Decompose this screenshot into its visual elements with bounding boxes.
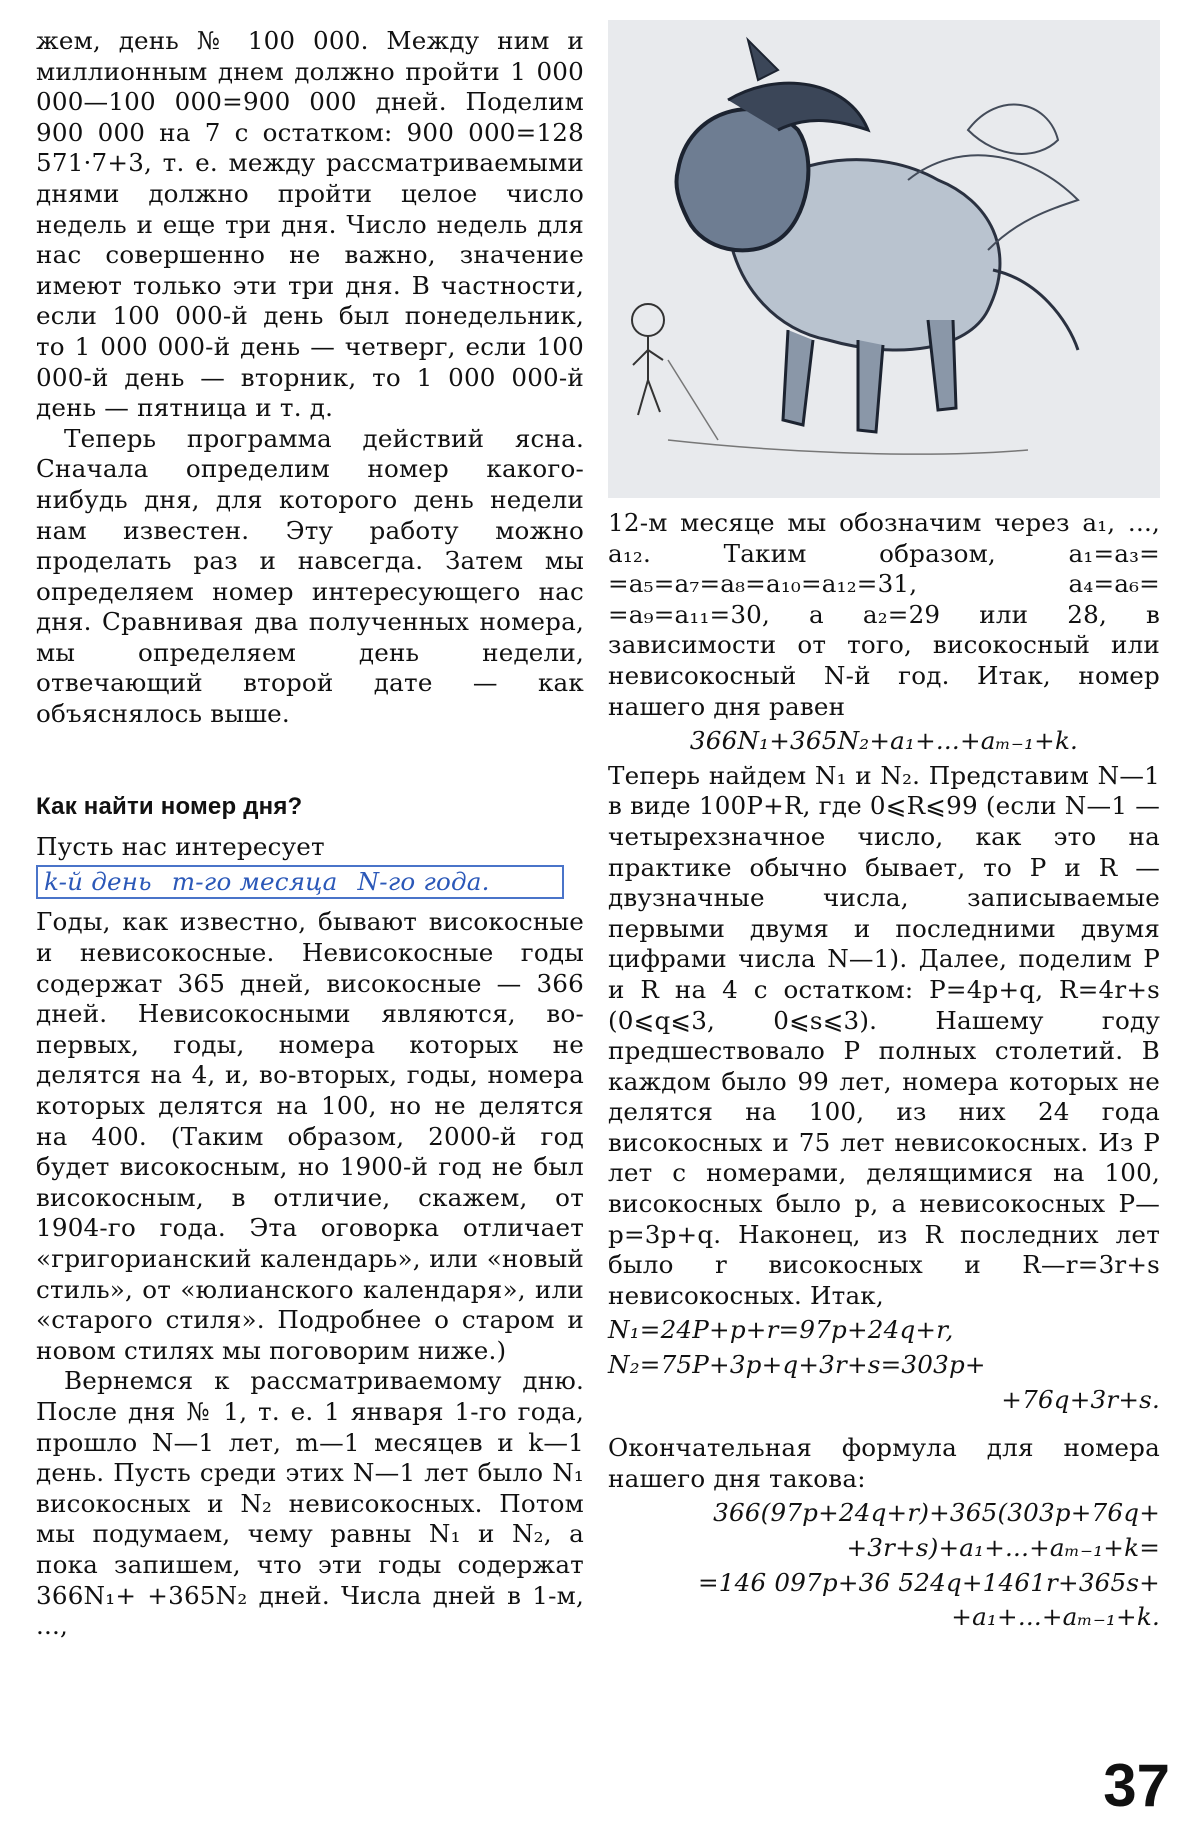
- formula-day-number: 366N₁+365N₂+a₁+...+aₘ₋₁+k.: [689, 726, 1079, 756]
- formula-n1: N₁=24P+p+r=97p+24q+r,: [608, 1315, 954, 1345]
- left-paragraph-5: Вернемся к рассматриваемому дню. После дня № 1, т. е. 1 января 1-го года, прошло N—1 лет, m—1 месяцев и k—1 день. Пусть среди этих N—1 лет было N₁ високосных и N₂ невисокосных. Потом мы подумаем, чему равны N₁ и N₂, а пока запишем, что эти годы содержат 366N₁+ +365N₂ дней. Числа дней в 1-м, ...,: [36, 1366, 584, 1641]
- right-column: [608, 508, 1160, 1637]
- formula-n2-line1: N₂=75P+3p+q+3r+s=303p+: [608, 1350, 986, 1380]
- horse-sketch-icon: [608, 20, 1160, 498]
- page-number: 37: [1103, 1752, 1170, 1819]
- section-heading: Как найти номер дня?: [36, 792, 303, 820]
- box-m-term: m-го месяца: [171, 866, 338, 896]
- right-paragraph-1: 12-м месяце мы обозначим через a₁, ..., a₁₂. Таким образом, a₁=a₃= =a₅=a₇=a₈=a₁₀=a₁₂=31, a₄=a₆= =a₉=a₁₁=30, а a₂=29 или 28, в зависимости от того, високосный или невисокосный N-й год. Итак, номер нашего дня равен: [608, 508, 1160, 721]
- left-paragraph-4: Годы, как известно, бывают високосные и невисокосные. Невисокосные годы содержат 365 дней, високосные — 366 дней. Невисокосными являются, во-первых, годы, номера которых не делятся на 4, и, во-вторых, годы, номера которых делятся на 100, но не делятся на 400. (Таким образом, 2000-й год будет високосным, но 1900-й год не был високосным, в отличие, скажем, от 1904-го года. Эта оговорка отличает «григорианский календарь», или «новый стиль», от «юлианского календаря», или «старого стиля». Подробнее о старом и новом стилях мы поговорим ниже.): [36, 907, 584, 1365]
- formula-n2-line2: +76q+3r+s.: [1001, 1384, 1160, 1414]
- final-formula-line3: =146 097p+36 524q+1461r+365s+: [698, 1567, 1160, 1597]
- highlighted-definition-box: [36, 865, 564, 900]
- box-n-term: N-го года.: [357, 866, 490, 896]
- right-paragraph-3: Окончательная формула для номера нашего дня такова:: [608, 1433, 1160, 1493]
- left-paragraph-1: жем, день № 100 000. Между ним и миллионным днем должно пройти 1 000 000—100 000=900 000 дней. Поделим 900 000 на 7 с остатком: 900 000=128 571·7+3, т. е. между рассматриваемыми днями должно пройти целое число недель и еще три дня. Число недель для нас совершенно не важно, значение имеют только эти три дня. В частности, если 100 000-й день был понедельник, то 1 000 000-й день — четверг, если 100 000-й день — вторник, то 1 000 000-й день — пятница и т. д.: [36, 26, 584, 423]
- box-k-term: k-й день: [44, 866, 152, 896]
- right-paragraph-2: Теперь найдем N₁ и N₂. Представим N—1 в виде 100P+R, где 0⩽R⩽99 (если N—1 — четырехзначное число, как это на практике обычно бывает, то P и R — двузначные числа, записываемые первыми двумя и последними двумя цифрами числа N—1). Далее, поделим P и R на 4 с остатком: P=4p+q, R=4r+s (0⩽q⩽3, 0⩽s⩽3). Нашему году предшествовало P полных столетий. В каждом было 99 лет, номера которых не делятся на 100, из них 24 года високосных и 75 лет невисокосных. Из P лет с номерами, делящимися на 100, високосных было p, а невисокосных P—p=3p+q. Наконец, из R последних лет было r високосных и R—r=3r+s невисокосных. Итак,: [608, 760, 1160, 1310]
- illustration-horse-drawing: [608, 20, 1160, 498]
- final-formula-line1: 366(97p+24q+r)+365(303p+76q+: [713, 1498, 1160, 1528]
- left-paragraph-3: Пусть нас интересует: [36, 832, 325, 862]
- left-paragraph-2: Теперь программа действий ясна. Сначала определим номер какого-нибудь дня, для которого день недели нам известен. Эту работу можно проделать раз и навсегда. Затем мы определяем номер интересующего нас дня. Сравнивая два полученных номера, мы определяем день недели, отвечающий второй дате — как объяснялось выше.: [36, 423, 584, 729]
- final-formula-line2: +3r+s)+a₁+...+aₘ₋₁+k=: [846, 1533, 1160, 1562]
- left-column: [36, 26, 584, 1642]
- final-formula-line4: +a₁+...+aₘ₋₁+k.: [951, 1602, 1160, 1632]
